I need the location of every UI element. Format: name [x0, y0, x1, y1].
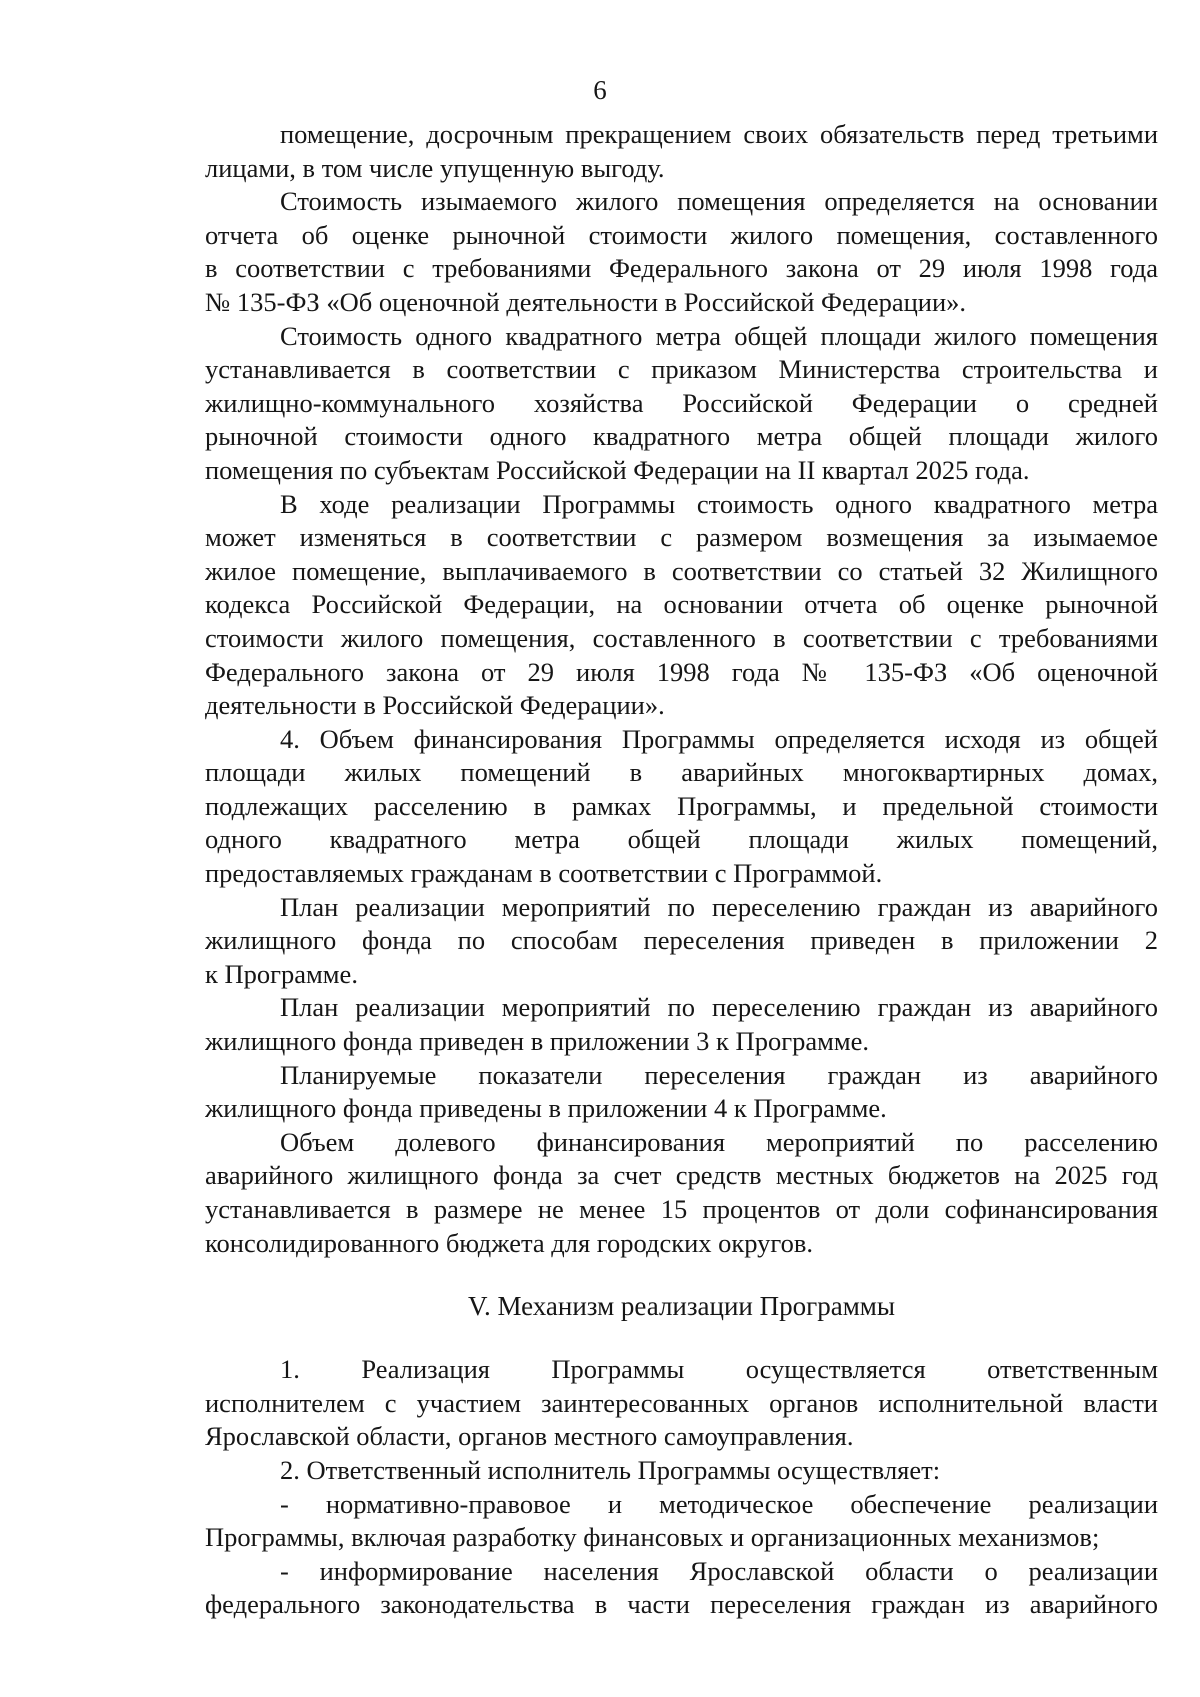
text-line: подлежащих расселению в рамках Программы, и предельной стоимости [205, 790, 1158, 821]
text-line: Объем долевого финансирования мероприятий по расселению [280, 1126, 1158, 1157]
text-line: помещение, досрочным прекращением своих обязательств перед третьими [280, 119, 1158, 149]
text-line: может изменяться в соответствии с размером возмещения за изымаемое [205, 522, 1158, 553]
section-heading: V. Механизм реализации Программы [467, 1291, 896, 1322]
text-line: к Программе. [205, 958, 358, 989]
text-line: помещения по субъектам Российской Федерации на II квартал 2025 года. [205, 454, 1030, 485]
text-line: предоставляемых гражданам в соответствии с Программой. [205, 858, 883, 889]
text-line: лицами, в том числе упущенную выгоду. [205, 152, 665, 183]
text-line: 1. Реализация Программы осуществляется ответственным [280, 1354, 1158, 1385]
text-line: жилое помещение, выплачиваемого в соответствии со статьей 32 Жилищного [205, 555, 1158, 586]
paragraph [205, 723, 1158, 891]
text-line: стоимости жилого помещения, составленного в соответствии с требованиями [205, 622, 1158, 653]
text-line: - информирование населения Ярославской области о реализации [280, 1555, 1158, 1586]
paragraph [205, 320, 1158, 488]
text-line: 4. Объем финансирования Программы определяется исходя из общей [280, 723, 1158, 754]
text-line: федерального законодательства в части переселения граждан из аварийного [205, 1589, 1158, 1620]
paragraph [205, 1126, 1158, 1260]
text-line: Стоимость одного квадратного метра общей площади жилого помещения [280, 320, 1158, 351]
paragraph [205, 185, 1158, 319]
document-body [205, 118, 1158, 1622]
text-line: консолидированного бюджета для городских округов. [205, 1227, 814, 1258]
text-line: одного квадратного метра общей площади жилых помещений, [205, 824, 1158, 855]
text-line: Планируемые показатели переселения граждан из аварийного [280, 1059, 1158, 1090]
text-line: жилищного фонда приведен в приложении 3 к Программе. [205, 1026, 870, 1057]
text-line: № 135-ФЗ «Об оценочной деятельности в Российской Федерации». [205, 286, 967, 317]
paragraphs-before-heading [205, 118, 1158, 1260]
page-number: 6 [593, 75, 607, 105]
text-line: 2. Ответственный исполнитель Программы осуществляет: [280, 1454, 941, 1485]
text-line: жилищно-коммунального хозяйства Российской Федерации о средней [205, 387, 1158, 418]
text-line: - нормативно-правовое и методическое обеспечение реализации [280, 1488, 1158, 1519]
text-line: деятельности в Российской Федерации». [205, 690, 665, 721]
text-line: жилищного фонда по способам переселения приведен в приложении 2 [205, 925, 1158, 956]
text-line: Программы, включая разработку финансовых и организационных механизмов; [205, 1522, 1100, 1553]
paragraph [205, 1353, 1158, 1454]
paragraph [205, 488, 1158, 723]
text-line: в соответствии с требованиями Федерального закона от 29 июля 1998 года [205, 253, 1158, 284]
text-line: План реализации мероприятий по переселению граждан из аварийного [280, 992, 1158, 1023]
text-line: В ходе реализации Программы стоимость одного квадратного метра [280, 488, 1158, 519]
text-line: отчета об оценке рыночной стоимости жилого помещения, составленного [205, 219, 1158, 250]
text-line: Ярославской области, органов местного самоуправления. [205, 1421, 854, 1452]
paragraph [205, 118, 1158, 185]
text-line: площади жилых помещений в аварийных многоквартирных домах, [205, 757, 1158, 788]
paragraph [205, 1488, 1158, 1555]
text-line: рыночной стоимости одного квадратного метра общей площади жилого [205, 421, 1158, 452]
text-line: План реализации мероприятий по переселению граждан из аварийного [280, 891, 1158, 922]
paragraph [205, 1555, 1158, 1622]
paragraph [205, 1454, 1158, 1488]
text-line: устанавливается в соответствии с приказом Министерства строительства и [205, 354, 1158, 385]
paragraph [205, 891, 1158, 992]
text-line: кодекса Российской Федерации, на основании отчета об оценке рыночной [205, 589, 1158, 620]
text-line: устанавливается в размере не менее 15 процентов от доли софинансирования [205, 1194, 1158, 1224]
text-line: исполнителем с участием заинтересованных органов исполнительной власти [205, 1387, 1158, 1418]
paragraphs-after-heading [205, 1353, 1158, 1622]
text-line: Стоимость изымаемого жилого помещения определяется на основании [280, 186, 1158, 217]
text-line: жилищного фонда приведены в приложении 4 к Программе. [205, 1093, 887, 1124]
paragraph [205, 1059, 1158, 1126]
text-line: Федерального закона от 29 июля 1998 года № 135-ФЗ «Об оценочной [205, 656, 1158, 687]
text-line: аварийного жилищного фонда за счет средств местных бюджетов на 2025 год [205, 1160, 1158, 1191]
paragraph [205, 991, 1158, 1058]
